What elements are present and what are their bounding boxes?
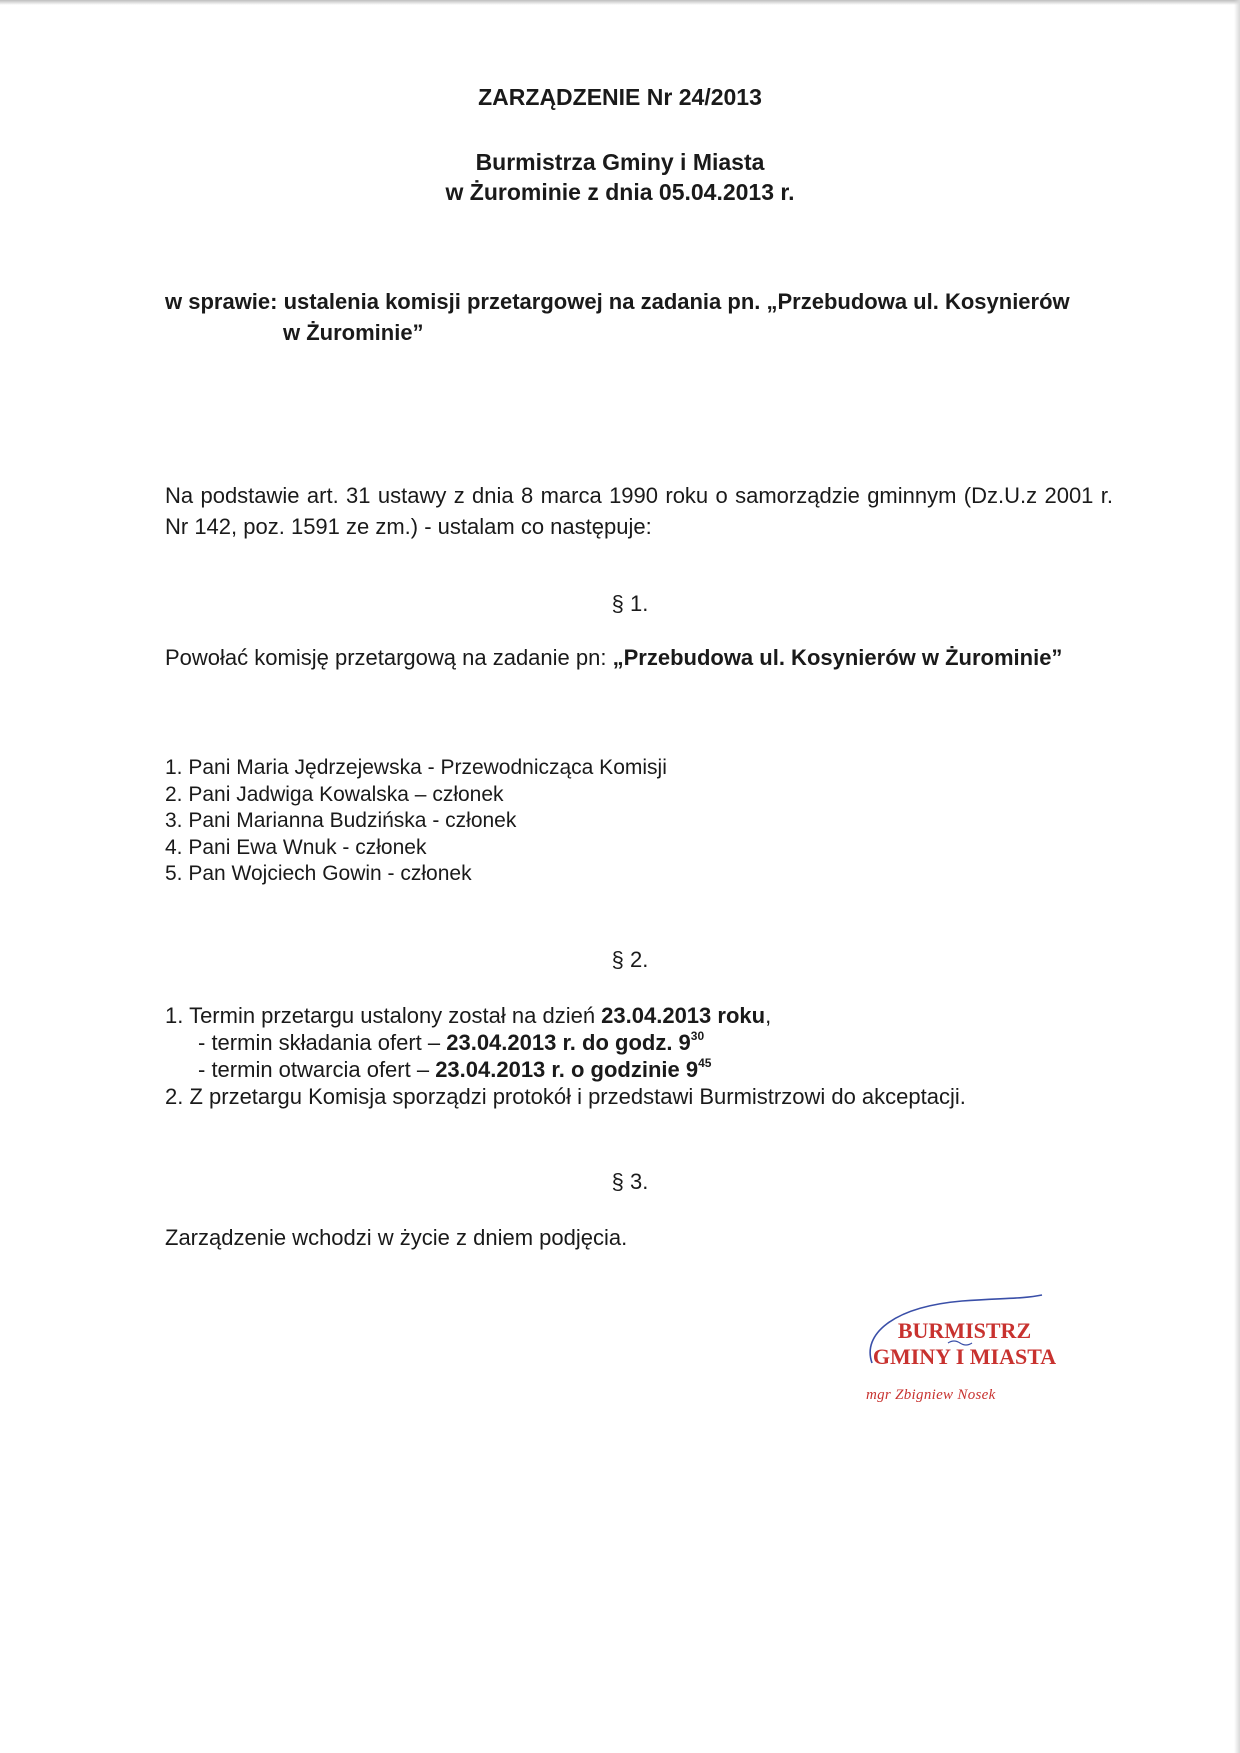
tender-date-item [165, 1002, 1165, 1029]
offer-opening-minutes: 45 [698, 1056, 712, 1070]
offer-submission-minutes: 30 [690, 1029, 705, 1043]
section-2-body [165, 1002, 1165, 1110]
offer-opening-date: 23.04.2013 r. o godzinie 9 [435, 1057, 699, 1082]
section-1-heading: § 1. [611, 591, 649, 616]
offer-submission-prefix: - termin składania ofert – [198, 1030, 447, 1055]
subject-line-2: w Żurominie” [283, 320, 424, 345]
committee-member: 1. Pani Maria Jędrzejewska - Przewodnicząca Komisji [165, 756, 667, 779]
offer-opening-deadline [435, 1057, 711, 1082]
section-3-heading: § 3. [611, 1169, 649, 1194]
section-2-heading: § 2. [611, 947, 649, 972]
committee-member: 3. Pani Marianna Budzińska - członek [165, 809, 517, 832]
tender-date-suffix: , [765, 1003, 772, 1028]
legal-basis: Na podstawie art. 31 ustawy z dnia 8 marca 1990 roku o samorządzie gminnym (Dz.U.z 2001 r. Nr 142, poz. 1591 ze zm.) - ustalam co następuje: [165, 483, 1113, 539]
document-title: ZARZĄDZENIE Nr 24/2013 [478, 84, 762, 110]
document-subject [165, 286, 1115, 348]
committee-member: 5. Pan Wojciech Gowin - członek [165, 862, 472, 885]
protocol-item: 2. Z przetargu Komisja sporządzi protokół i przedstawi Burmistrzowi do akceptacji. [165, 1084, 966, 1109]
effective-clause: Zarządzenie wchodzi w życie z dniem podjęcia. [165, 1225, 628, 1250]
scan-edge-top [0, 0, 1240, 5]
committee-member-list [165, 755, 667, 888]
appointment-prefix: Powołać komisję przetargową na zadanie pn: [165, 645, 613, 670]
issuer-line-1: Burmistrza Gminy i Miasta [475, 149, 765, 175]
offer-submission-date: 23.04.2013 r. do godz. 9 [446, 1030, 691, 1055]
issuer-line-2: w Żurominie z dnia 05.04.2013 r. [445, 179, 795, 205]
committee-member: 4. Pani Ewa Wnuk - członek [165, 835, 427, 859]
stamp-text [852, 1318, 1077, 1370]
offer-submission-deadline [446, 1030, 704, 1055]
offer-opening-prefix: - termin otwarcia ofert – [198, 1057, 436, 1082]
mayor-stamp [852, 1285, 1072, 1425]
offer-submission-item [165, 1029, 1165, 1056]
appointment-text [165, 645, 1165, 671]
stamp-signature: mgr Zbigniew Nosek [866, 1387, 996, 1403]
stamp-line-2: GMINY I MIASTA [872, 1344, 1057, 1369]
document-issuer [0, 147, 1240, 207]
subject-line-1: w sprawie: ustalenia komisji przetargowej na zadania pn. „Przebudowa ul. Kosynierów [165, 289, 1070, 314]
committee-member: 2. Pani Jadwiga Kowalska – członek [165, 782, 504, 806]
tender-date: 23.04.2013 roku [601, 1003, 766, 1028]
tender-date-prefix: 1. Termin przetargu ustalony został na dzień [165, 1003, 602, 1028]
scan-edge-right [1234, 0, 1240, 1753]
offer-opening-item [165, 1056, 1165, 1083]
stamp-line-1: BURMISTRZ [897, 1318, 1032, 1343]
appointment-task-name: „Przebudowa ul. Kosynierów w Żurominie” [612, 645, 1063, 670]
